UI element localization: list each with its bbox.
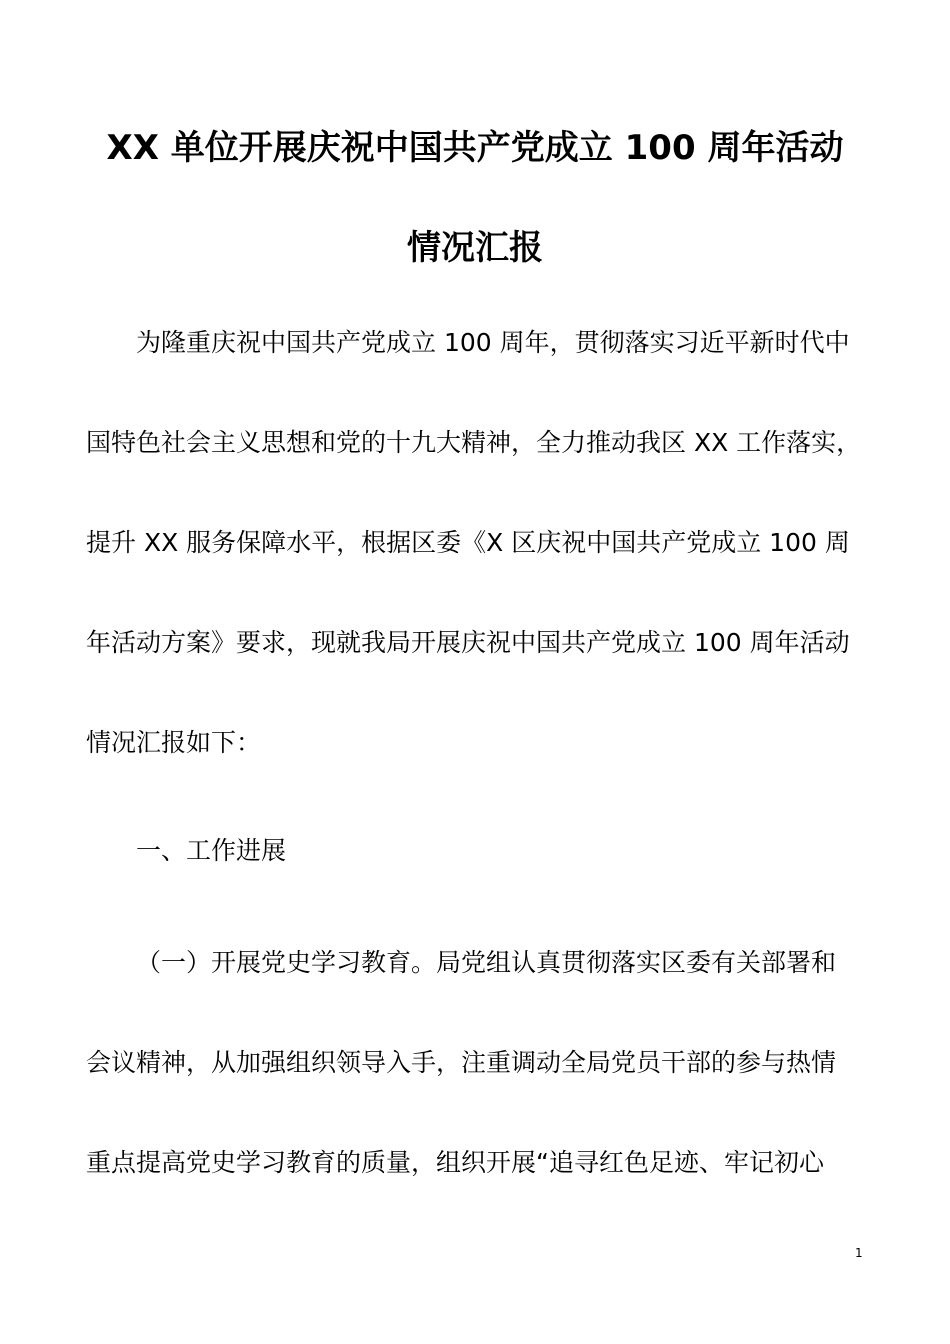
page-number: 1	[855, 1246, 863, 1260]
intro-paragraph-line-5: 情况汇报如下：	[86, 728, 262, 757]
intro-paragraph-line-3: 提升 XX 服务保障水平，根据区委《X 区庆祝中国共产党成立 100 周	[86, 528, 850, 557]
subsection-paragraph-line-1: （一）开展党史学习教育。局党组认真贯彻落实区委有关部署和	[136, 948, 837, 977]
subsection-paragraph-line-2: 会议精神，从加强组织领导入手，注重调动全局党员干部的参与热情	[86, 1048, 837, 1077]
section-heading: 一、工作进展	[136, 836, 287, 865]
intro-paragraph-line-1: 为隆重庆祝中国共产党成立 100 周年，贯彻落实习近平新时代中	[136, 328, 850, 357]
document-title-line-1: XX 单位开展庆祝中国共产党成立 100 周年活动	[106, 128, 844, 168]
subsection-paragraph-line-3: 重点提高党史学习教育的质量，组织开展“追寻红色足迹、牢记初心	[86, 1148, 824, 1177]
document-title-line-2: 情况汇报	[407, 228, 543, 268]
intro-paragraph-line-2: 国特色社会主义思想和党的十九大精神，全力推动我区 XX 工作落实，	[86, 428, 862, 457]
intro-paragraph-line-4: 年活动方案》要求，现就我局开展庆祝中国共产党成立 100 周年活动	[86, 628, 850, 657]
